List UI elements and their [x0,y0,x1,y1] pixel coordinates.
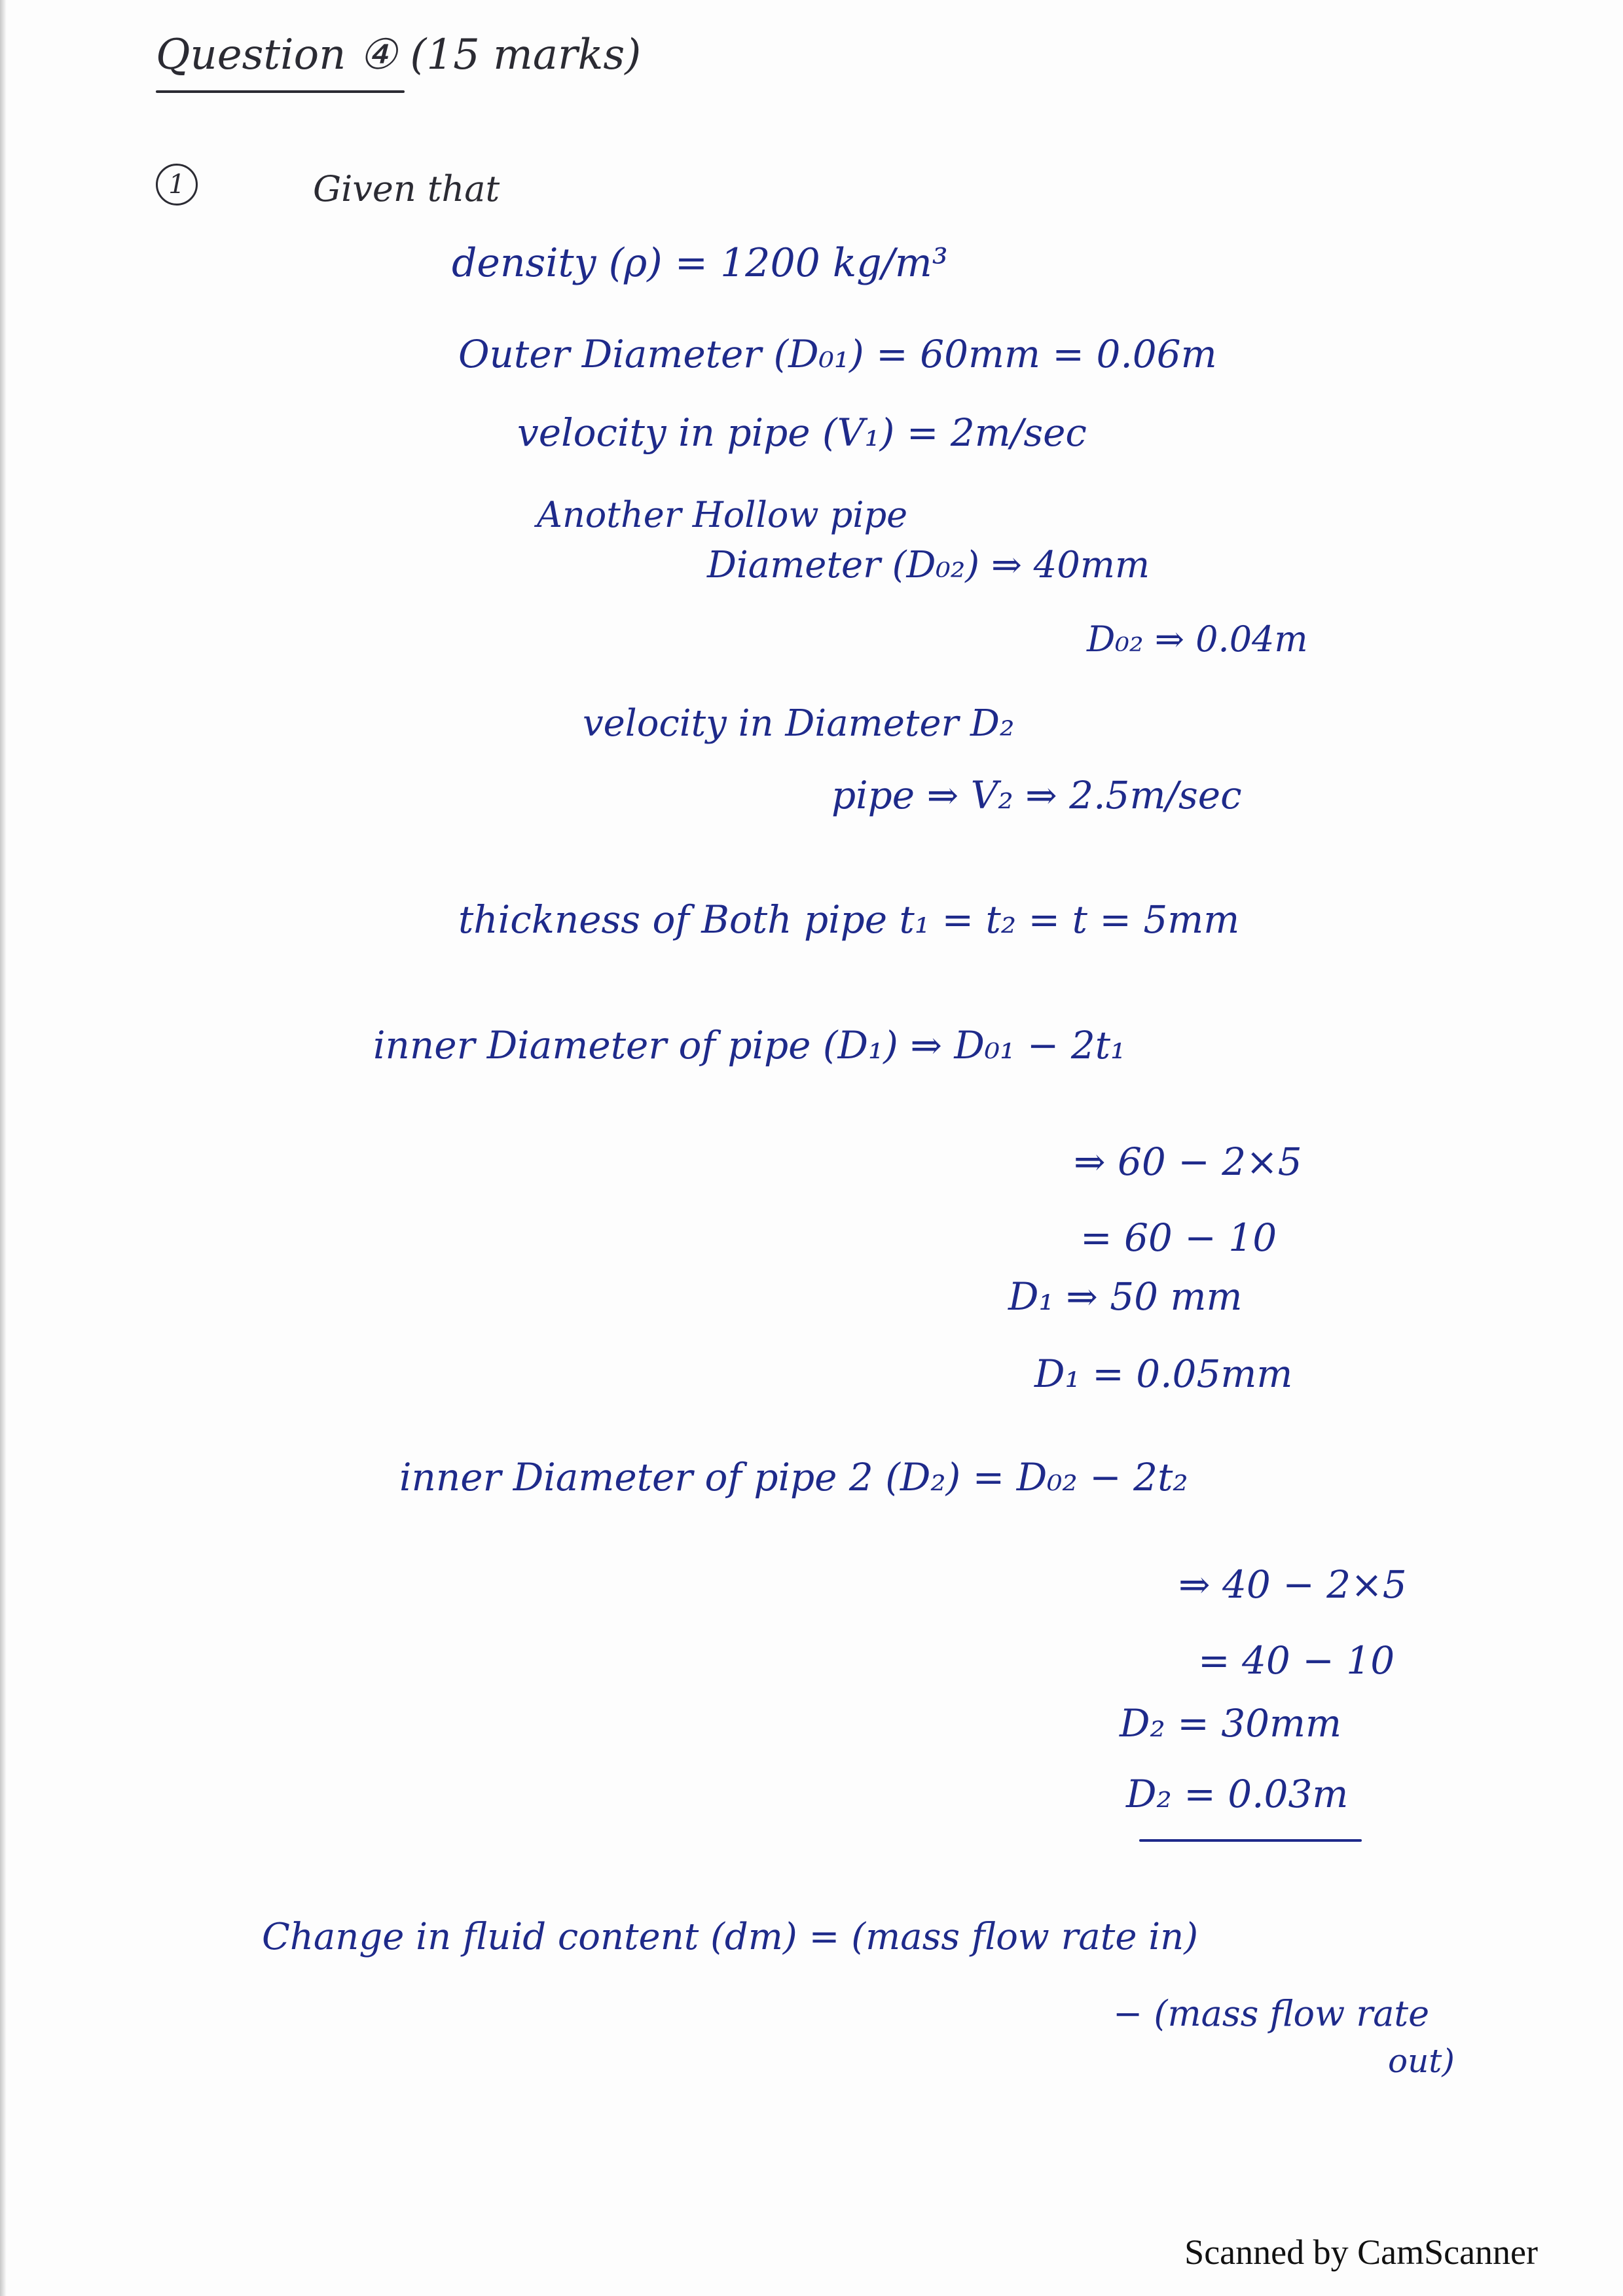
inner-diameter2-result-mm: D₂ = 30mm [1120,1701,1342,1746]
velocity-pipe2-label: velocity in Diameter D₂ [583,702,1015,745]
change-fluid-line1: Change in fluid content (dm) = (mass flow rate in) [262,1916,1199,1958]
inner-diameter2-formula: inner Diameter of pipe 2 (D₂) = D₀₂ − 2t₂ [399,1455,1188,1499]
velocity-pipe1-line: velocity in pipe (V₁) = 2m/sec [517,410,1087,455]
inner-diameter2-result-m: D₂ = 0.03m [1126,1772,1349,1816]
velocity-pipe2-value: pipe ⇒ V₂ ⇒ 2.5m/sec [831,773,1242,817]
inner-diameter1-step2: = 60 − 10 [1080,1215,1277,1260]
result-underline [1139,1839,1362,1842]
density-line: density (ρ) = 1200 kg/m³ [452,240,948,286]
outer-diameter-line: Outer Diameter (D₀₁) = 60mm = 0.06m [458,332,1217,376]
part-number: 1 [156,164,198,206]
inner-diameter1-result-mm: D₁ ⇒ 50 mm [1008,1274,1243,1319]
question-heading: Question ④ (15 marks) [156,31,642,79]
page-edge-shadow [0,0,7,2296]
thickness-line: thickness of Both pipe t₁ = t₂ = t = 5mm [458,897,1240,942]
inner-diameter2-step1: ⇒ 40 − 2×5 [1178,1562,1407,1607]
inner-diameter1-formula: inner Diameter of pipe (D₁) ⇒ D₀₁ − 2t₁ [373,1023,1126,1067]
diameter-pipe2-meter-line: D₀₂ ⇒ 0.04m [1087,619,1308,660]
another-pipe-line: Another Hollow pipe [537,494,908,535]
inner-diameter1-step1: ⇒ 60 − 2×5 [1074,1139,1302,1184]
scanner-watermark: Scanned by CamScanner [1184,2233,1538,2272]
diameter-pipe2-line: Diameter (D₀₂) ⇒ 40mm [707,544,1150,586]
inner-diameter1-result-m: D₁ = 0.05mm [1034,1352,1293,1396]
heading-underline [156,90,405,93]
change-fluid-line2: − (mass flow rate [1113,1993,1430,2034]
given-label: Given that [313,168,500,209]
change-fluid-line3: out) [1388,2042,1455,2080]
inner-diameter2-step2: = 40 − 10 [1198,1638,1395,1683]
